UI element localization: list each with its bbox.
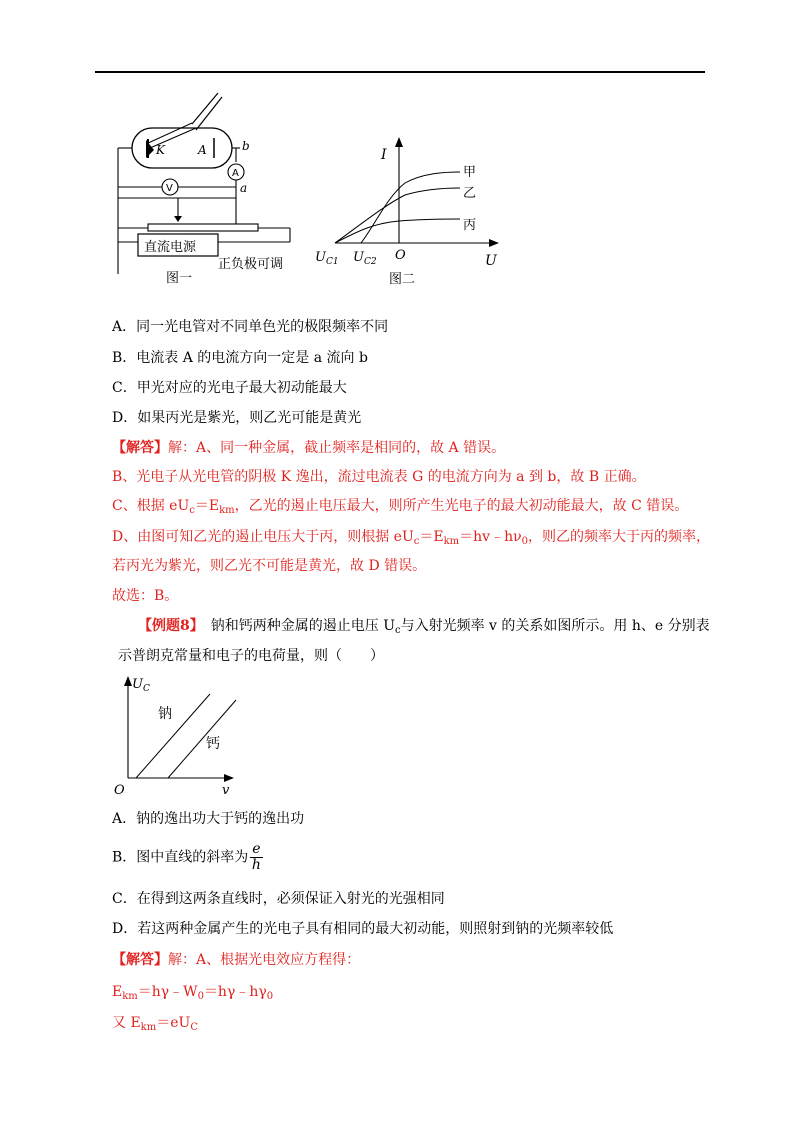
answer-8-eq-1: $E_{km}=h\gamma﹣W_0=h\gamma﹣h\gamma_0$ bbox=[112, 984, 274, 1002]
answer-8-line-1: 【解答】解：A、根据光电效应方程得： bbox=[112, 952, 361, 968]
curve-bing-label: 丙 bbox=[463, 218, 477, 233]
line-sodium bbox=[136, 694, 210, 778]
curve-bing bbox=[335, 219, 460, 243]
y-axis-label: $U_C$ bbox=[132, 677, 150, 694]
line-sodium-label: 钠 bbox=[158, 706, 172, 722]
curve-jia bbox=[361, 172, 460, 243]
label-a-node: a bbox=[240, 181, 248, 195]
figure-2-iu-curves bbox=[305, 135, 505, 295]
q7-option-d: D．如果丙光是紫光，则乙光可能是黄光 bbox=[112, 410, 362, 426]
uc1-label: $U_{C1}$ bbox=[315, 250, 339, 267]
q7-option-c: C．甲光对应的光电子最大初动能最大 bbox=[112, 380, 347, 396]
line-calcium bbox=[168, 700, 236, 778]
curve-yi bbox=[335, 188, 460, 243]
power-polarity-note: 正负极可调 bbox=[218, 257, 284, 272]
answer-7-line-6: 故选：B。 bbox=[112, 588, 179, 604]
uc2-label: $U_{C2}$ bbox=[353, 250, 377, 267]
q7-option-a: A．同一光电管对不同单色光的极限频率不同 bbox=[112, 319, 389, 335]
answer-7-line-2: B、光电子从光电管的阴极 K 逸出，流过电流表 G 的电流方向为 a 到 b，故 B 正确。 bbox=[112, 469, 646, 485]
q7-option-b: B．电流表 A 的电流方向一定是 a 流向 b bbox=[112, 350, 368, 366]
answer-7-line-5: 若丙光为紫光，则乙光不可能是黄光，故 D 错误。 bbox=[112, 558, 427, 574]
answer-7-line-1: 【解答】解：A、同一种金属，截止频率是相同的，故 A 错误。 bbox=[112, 440, 506, 456]
power-source-label: 直流电源 bbox=[144, 240, 197, 255]
label-a: A bbox=[198, 143, 207, 157]
answer-7-line-4: D、由图可知乙光的遏止电压大于丙，则根据 $eU_c=E_{km}=hv﹣h\nu_0$，则乙的频率大于丙的频率， bbox=[112, 529, 710, 547]
q8-stem-line-1: 【例题8】 钠和钙两种金属的遏止电压 $U_c$与入射光频率 v 的关系如图所示。用 h、e 分别表 bbox=[138, 618, 710, 636]
fraction-e-over-h: $\frac{e}{h}$ bbox=[251, 841, 261, 873]
origin-label: O bbox=[395, 248, 406, 263]
q8-stem-line-2: 示普朗克常量和电子的电荷量，则（ ） bbox=[118, 648, 384, 664]
header-rule bbox=[95, 71, 705, 73]
figure-3-uc-vs-v bbox=[110, 672, 240, 797]
y-axis-label: I bbox=[381, 147, 387, 163]
curve-jia-label: 甲 bbox=[463, 165, 477, 180]
answer-7-line-3: C、根据 $eU_c=E_{km}$，乙光的遏止电压最大，则所产生光电子的最大初动能最大，故 C 错误。 bbox=[112, 498, 689, 516]
label-k: K bbox=[156, 143, 165, 157]
q8-option-d: D．若这两种金属产生的光电子具有相同的最大初动能，则照射到钠的光频率较低 bbox=[112, 921, 614, 937]
q8-option-b: B．图中直线的斜率为 $\frac{e}{h}$ bbox=[112, 841, 261, 873]
figure-1-circuit bbox=[110, 92, 305, 292]
x-axis-label: v bbox=[222, 783, 230, 797]
voltmeter-symbol: V bbox=[166, 183, 173, 194]
origin-label: O bbox=[114, 783, 125, 797]
ammeter-symbol: A bbox=[232, 168, 239, 179]
line-calcium-label: 钙 bbox=[206, 736, 220, 752]
answer-8-eq-2: 又 $E_{km}=eU_C$ bbox=[112, 1015, 198, 1033]
x-axis-label: U bbox=[485, 253, 497, 269]
curve-yi-label: 乙 bbox=[463, 186, 477, 201]
label-b: b bbox=[242, 139, 250, 153]
figure-2-caption: 图二 bbox=[389, 272, 416, 287]
figure-1-caption: 图一 bbox=[166, 271, 193, 286]
q8-option-c: C．在得到这两条直线时，必须保证入射光的光强相同 bbox=[112, 891, 445, 907]
q8-option-a: A．钠的逸出功大于钙的逸出功 bbox=[112, 811, 305, 827]
